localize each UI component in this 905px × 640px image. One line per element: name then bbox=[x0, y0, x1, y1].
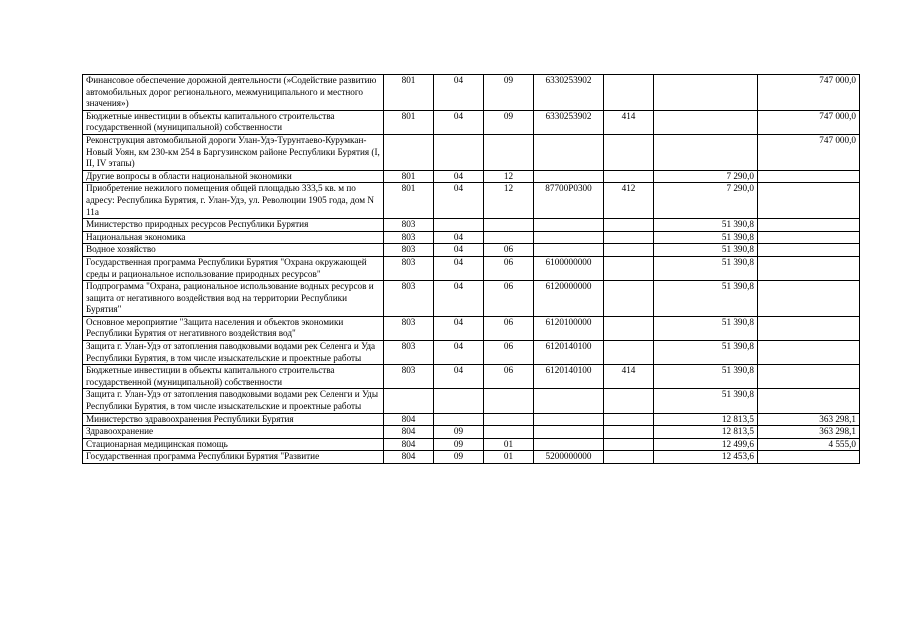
section-code-cell bbox=[434, 389, 484, 413]
expense-type-cell bbox=[604, 413, 654, 426]
amount-cell-2 bbox=[758, 183, 860, 219]
amount-cell-1: 51 390,8 bbox=[654, 219, 758, 232]
subsection-code-cell: 09 bbox=[484, 110, 534, 134]
target-article-cell: 6120140100 bbox=[534, 365, 604, 389]
ministry-code-cell: 803 bbox=[384, 316, 434, 340]
target-article-cell: 6330253902 bbox=[534, 75, 604, 111]
subsection-code-cell: 06 bbox=[484, 316, 534, 340]
target-article-cell bbox=[534, 219, 604, 232]
expense-type-cell bbox=[604, 231, 654, 244]
amount-cell-1: 51 390,8 bbox=[654, 244, 758, 257]
target-article-cell bbox=[534, 134, 604, 170]
expense-name-cell: Приобретение нежилого помещения общей площадью 333,5 кв. м по адресу: Республика Бурятия, г. Улан-Удэ, ул. Революции 1905 года, дом N 11а bbox=[83, 183, 384, 219]
expense-name-cell: Реконструкция автомобильной дороги Улан-Удэ-Турунтаево-Курумкан-Новый Уоян, км 230-км 254 в Баргузинском районе Республики Бурятия (I, II, IV этапы) bbox=[83, 134, 384, 170]
amount-cell-2: 747 000,0 bbox=[758, 134, 860, 170]
ministry-code-cell: 804 bbox=[384, 413, 434, 426]
section-code-cell bbox=[434, 134, 484, 170]
amount-cell-2: 363 298,1 bbox=[758, 426, 860, 439]
table-row bbox=[83, 389, 860, 413]
subsection-code-cell bbox=[484, 134, 534, 170]
amount-cell-1: 12 813,5 bbox=[654, 413, 758, 426]
section-code-cell: 04 bbox=[434, 281, 484, 317]
target-article-cell bbox=[534, 426, 604, 439]
amount-cell-2 bbox=[758, 451, 860, 464]
amount-cell-2: 4 555,0 bbox=[758, 438, 860, 451]
section-code-cell: 04 bbox=[434, 231, 484, 244]
amount-cell-2 bbox=[758, 316, 860, 340]
expense-type-cell: 414 bbox=[604, 110, 654, 134]
expense-name-cell: Национальная экономика bbox=[83, 231, 384, 244]
table-row bbox=[83, 183, 860, 219]
section-code-cell: 04 bbox=[434, 170, 484, 183]
amount-cell-1: 12 499,6 bbox=[654, 438, 758, 451]
expense-type-cell: 414 bbox=[604, 365, 654, 389]
section-code-cell: 04 bbox=[434, 244, 484, 257]
expense-name-cell: Государственная программа Республики Бурятия "Развитие bbox=[83, 451, 384, 464]
amount-cell-2 bbox=[758, 170, 860, 183]
section-code-cell: 09 bbox=[434, 451, 484, 464]
expense-name-cell: Водное хозяйство bbox=[83, 244, 384, 257]
expense-name-cell: Государственная программа Республики Бурятия "Охрана окружающей среды и рациональное использование природных ресурсов" bbox=[83, 256, 384, 280]
subsection-code-cell bbox=[484, 413, 534, 426]
target-article-cell bbox=[534, 438, 604, 451]
ministry-code-cell: 804 bbox=[384, 451, 434, 464]
table-row bbox=[83, 341, 860, 365]
table-row bbox=[83, 426, 860, 439]
table-row bbox=[83, 170, 860, 183]
expense-type-cell bbox=[604, 426, 654, 439]
subsection-code-cell: 12 bbox=[484, 183, 534, 219]
subsection-code-cell: 06 bbox=[484, 256, 534, 280]
expense-name-cell: Защита г. Улан-Удэ от затопления паводковыми водами рек Селенги и Уды Республики Бурятия, в том числе изыскательские и проектные работы bbox=[83, 389, 384, 413]
section-code-cell bbox=[434, 219, 484, 232]
expense-type-cell bbox=[604, 389, 654, 413]
target-article-cell: 6120100000 bbox=[534, 316, 604, 340]
subsection-code-cell: 06 bbox=[484, 365, 534, 389]
table-row bbox=[83, 231, 860, 244]
target-article-cell: 6120140100 bbox=[534, 341, 604, 365]
expense-name-cell: Здравоохранение bbox=[83, 426, 384, 439]
subsection-code-cell: 01 bbox=[484, 438, 534, 451]
ministry-code-cell: 801 bbox=[384, 75, 434, 111]
ministry-code-cell: 801 bbox=[384, 170, 434, 183]
amount-cell-1: 51 390,8 bbox=[654, 316, 758, 340]
budget-table-body bbox=[83, 75, 860, 464]
expense-type-cell bbox=[604, 134, 654, 170]
amount-cell-2 bbox=[758, 389, 860, 413]
section-code-cell: 04 bbox=[434, 183, 484, 219]
section-code-cell: 09 bbox=[434, 438, 484, 451]
table-row bbox=[83, 134, 860, 170]
subsection-code-cell bbox=[484, 219, 534, 232]
ministry-code-cell: 801 bbox=[384, 110, 434, 134]
section-code-cell bbox=[434, 413, 484, 426]
subsection-code-cell bbox=[484, 426, 534, 439]
target-article-cell: 6120000000 bbox=[534, 281, 604, 317]
expense-name-cell: Подпрограмма "Охрана, рациональное использование водных ресурсов и защита от негативного воздействия вод на территории Республики Бурятия" bbox=[83, 281, 384, 317]
expense-type-cell bbox=[604, 281, 654, 317]
amount-cell-1: 12 813,5 bbox=[654, 426, 758, 439]
ministry-code-cell: 803 bbox=[384, 365, 434, 389]
expense-name-cell: Бюджетные инвестиции в объекты капитального строительства государственной (муниципальной) собственности bbox=[83, 365, 384, 389]
amount-cell-1: 51 390,8 bbox=[654, 341, 758, 365]
ministry-code-cell: 803 bbox=[384, 256, 434, 280]
target-article-cell bbox=[534, 413, 604, 426]
table-row bbox=[83, 365, 860, 389]
ministry-code-cell bbox=[384, 134, 434, 170]
amount-cell-1: 7 290,0 bbox=[654, 170, 758, 183]
amount-cell-2 bbox=[758, 219, 860, 232]
subsection-code-cell: 09 bbox=[484, 75, 534, 111]
section-code-cell: 04 bbox=[434, 365, 484, 389]
amount-cell-1: 51 390,8 bbox=[654, 365, 758, 389]
target-article-cell bbox=[534, 389, 604, 413]
section-code-cell: 04 bbox=[434, 110, 484, 134]
ministry-code-cell: 803 bbox=[384, 219, 434, 232]
amount-cell-1: 7 290,0 bbox=[654, 183, 758, 219]
section-code-cell: 04 bbox=[434, 256, 484, 280]
table-row bbox=[83, 75, 860, 111]
amount-cell-1 bbox=[654, 134, 758, 170]
subsection-code-cell: 06 bbox=[484, 244, 534, 257]
ministry-code-cell: 803 bbox=[384, 231, 434, 244]
amount-cell-2 bbox=[758, 341, 860, 365]
expense-type-cell bbox=[604, 219, 654, 232]
table-row bbox=[83, 316, 860, 340]
section-code-cell: 09 bbox=[434, 426, 484, 439]
table-row bbox=[83, 438, 860, 451]
expense-type-cell bbox=[604, 256, 654, 280]
ministry-code-cell: 803 bbox=[384, 244, 434, 257]
expense-type-cell bbox=[604, 341, 654, 365]
expense-type-cell bbox=[604, 244, 654, 257]
table-row bbox=[83, 413, 860, 426]
expense-name-cell: Основное мероприятие "Защита населения и объектов экономики Республики Бурятия от негативного воздействия вод" bbox=[83, 316, 384, 340]
ministry-code-cell: 804 bbox=[384, 438, 434, 451]
amount-cell-1 bbox=[654, 75, 758, 111]
subsection-code-cell: 01 bbox=[484, 451, 534, 464]
expense-name-cell: Министерство здравоохранения Республики Бурятия bbox=[83, 413, 384, 426]
table-row bbox=[83, 451, 860, 464]
amount-cell-1: 51 390,8 bbox=[654, 231, 758, 244]
amount-cell-1: 51 390,8 bbox=[654, 256, 758, 280]
amount-cell-2 bbox=[758, 281, 860, 317]
amount-cell-1 bbox=[654, 110, 758, 134]
amount-cell-1: 51 390,8 bbox=[654, 389, 758, 413]
table-row bbox=[83, 110, 860, 134]
table-row bbox=[83, 281, 860, 317]
ministry-code-cell: 803 bbox=[384, 341, 434, 365]
amount-cell-2 bbox=[758, 256, 860, 280]
section-code-cell: 04 bbox=[434, 341, 484, 365]
amount-cell-2: 747 000,0 bbox=[758, 75, 860, 111]
section-code-cell: 04 bbox=[434, 75, 484, 111]
expense-name-cell: Министерство природных ресурсов Республики Бурятия bbox=[83, 219, 384, 232]
target-article-cell: 5200000000 bbox=[534, 451, 604, 464]
amount-cell-1: 12 453,6 bbox=[654, 451, 758, 464]
expense-name-cell: Бюджетные инвестиции в объекты капитального строительства государственной (муниципальной) собственности bbox=[83, 110, 384, 134]
expense-type-cell: 412 bbox=[604, 183, 654, 219]
expense-type-cell bbox=[604, 451, 654, 464]
table-row bbox=[83, 219, 860, 232]
ministry-code-cell: 801 bbox=[384, 183, 434, 219]
subsection-code-cell: 06 bbox=[484, 281, 534, 317]
expense-type-cell bbox=[604, 75, 654, 111]
ministry-code-cell: 804 bbox=[384, 426, 434, 439]
ministry-code-cell bbox=[384, 389, 434, 413]
expense-type-cell bbox=[604, 316, 654, 340]
target-article-cell: 6330253902 bbox=[534, 110, 604, 134]
target-article-cell bbox=[534, 170, 604, 183]
amount-cell-2: 747 000,0 bbox=[758, 110, 860, 134]
expense-name-cell: Другие вопросы в области национальной экономики bbox=[83, 170, 384, 183]
subsection-code-cell: 06 bbox=[484, 341, 534, 365]
subsection-code-cell bbox=[484, 231, 534, 244]
section-code-cell: 04 bbox=[434, 316, 484, 340]
expense-name-cell: Финансовое обеспечение дорожной деятельности (»Содействие развитию автомобильных дорог регионального, межмуниципального и местного значения») bbox=[83, 75, 384, 111]
target-article-cell bbox=[534, 244, 604, 257]
amount-cell-1: 51 390,8 bbox=[654, 281, 758, 317]
subsection-code-cell: 12 bbox=[484, 170, 534, 183]
expense-name-cell: Защита г. Улан-Удэ от затопления паводковыми водами рек Селенга и Уда Республики Бурятия, в том числе изыскательские и проектные работы bbox=[83, 341, 384, 365]
target-article-cell bbox=[534, 231, 604, 244]
target-article-cell: 6100000000 bbox=[534, 256, 604, 280]
amount-cell-2 bbox=[758, 365, 860, 389]
subsection-code-cell bbox=[484, 389, 534, 413]
amount-cell-2 bbox=[758, 231, 860, 244]
target-article-cell: 87700P0300 bbox=[534, 183, 604, 219]
expense-type-cell bbox=[604, 170, 654, 183]
table-row bbox=[83, 256, 860, 280]
budget-table bbox=[82, 74, 860, 464]
expense-name-cell: Стационарная медицинская помощь bbox=[83, 438, 384, 451]
amount-cell-2: 363 298,1 bbox=[758, 413, 860, 426]
table-row bbox=[83, 244, 860, 257]
ministry-code-cell: 803 bbox=[384, 281, 434, 317]
expense-type-cell bbox=[604, 438, 654, 451]
amount-cell-2 bbox=[758, 244, 860, 257]
